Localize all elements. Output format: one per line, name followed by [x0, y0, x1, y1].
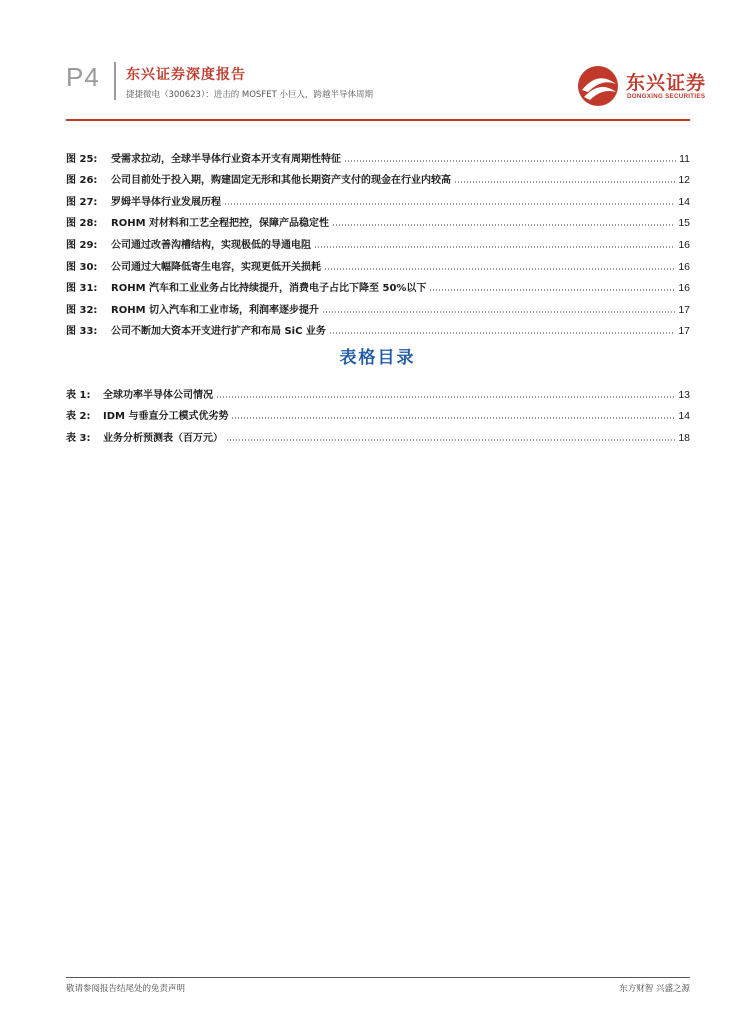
entry-title: ROHM 对材料和工艺全程把控，保障产品稳定性 — [111, 218, 330, 230]
dot-leader — [314, 246, 675, 248]
page-number: P4 — [66, 62, 100, 92]
entry-label: 表 1: — [66, 389, 91, 401]
page-header — [0, 0, 755, 120]
footer-slogan: 东方财智 兴盛之源 — [619, 984, 690, 994]
entry-label: 图 30: — [66, 261, 98, 273]
toc-entry[interactable] — [66, 294, 690, 316]
entry-label: 图 26: — [66, 175, 98, 187]
entry-title: 公司通过改善沟槽结构，实现极低的导通电阻 — [111, 239, 311, 251]
entry-label: 图 33: — [66, 326, 98, 338]
dot-leader — [332, 224, 675, 226]
toc-entry[interactable] — [66, 316, 690, 338]
report-subtitle: 捷捷微电（300623）：进击的 MOSFET 小巨人，跨越半导体周期 — [126, 90, 373, 100]
toc-entry[interactable] — [66, 379, 690, 401]
toc-entry[interactable] — [66, 165, 690, 187]
table-list — [66, 379, 690, 444]
entry-title: 公司通过大幅降低寄生电容，实现更低开关损耗 — [111, 261, 321, 273]
entry-label: 图 32: — [66, 304, 98, 316]
footer-rule — [66, 977, 690, 978]
dot-leader — [454, 181, 675, 183]
dot-leader — [324, 268, 675, 270]
dot-leader — [216, 396, 675, 398]
entry-title: 公司不断加大资本开支进行扩产和布局 SiC 业务 — [111, 326, 326, 338]
toc-entry[interactable] — [66, 401, 690, 423]
toc-entry[interactable] — [66, 143, 690, 165]
entry-page: 16 — [678, 282, 690, 295]
entry-title: 公司目前处于投入期，购建固定无形和其他长期资产支付的现金在行业内较高 — [111, 175, 451, 187]
entry-page: 13 — [678, 388, 690, 401]
dot-leader — [322, 311, 675, 313]
entry-page: 14 — [678, 195, 690, 208]
dot-leader — [329, 332, 675, 334]
entry-page: 17 — [678, 325, 690, 338]
dot-leader — [224, 203, 675, 205]
logo-text-en: DONGXING SECURITIES — [627, 93, 706, 100]
toc-entry[interactable] — [66, 273, 690, 295]
toc-entry[interactable] — [66, 229, 690, 251]
entry-page: 12 — [678, 174, 690, 187]
entry-title: 受需求拉动，全球半导体行业资本开支有周期性特征 — [111, 153, 341, 165]
entry-page: 14 — [678, 410, 690, 423]
entry-label: 表 2: — [66, 411, 91, 423]
entry-label: 图 25: — [66, 153, 98, 165]
entry-page: 11 — [679, 152, 690, 165]
entry-label: 表 3: — [66, 432, 91, 444]
figure-list — [66, 143, 690, 337]
entry-title: 罗姆半导体行业发展历程 — [111, 196, 221, 208]
header-divider — [114, 62, 116, 100]
entry-page: 17 — [678, 303, 690, 316]
entry-label: 图 31: — [66, 283, 98, 295]
footer-disclaimer: 敬请参阅报告结尾处的免责声明 — [66, 984, 186, 994]
entry-page: 15 — [678, 217, 690, 230]
brand-logo — [576, 64, 706, 108]
entry-page: 16 — [678, 238, 690, 251]
dot-leader — [429, 289, 675, 291]
dot-leader — [344, 160, 676, 162]
entry-title: IDM 与垂直分工模式优劣势 — [103, 411, 229, 423]
toc-entry[interactable] — [66, 208, 690, 230]
entry-title: 全球功率半导体公司情况 — [103, 389, 213, 401]
entry-label: 图 29: — [66, 239, 98, 251]
entry-label: 图 27: — [66, 196, 98, 208]
toc-entry[interactable] — [66, 422, 690, 444]
dot-leader — [231, 417, 675, 419]
entry-title: ROHM 切入汽车和工业市场，利润率逐步提升 — [111, 304, 320, 316]
dongxing-logo-icon — [576, 64, 622, 108]
entry-title: ROHM 汽车和工业业务占比持续提升，消费电子占比下降至 50%以下 — [111, 283, 427, 295]
report-title: 东兴证券深度报告 — [126, 67, 246, 83]
entry-page: 16 — [678, 260, 690, 273]
header-rule — [66, 119, 690, 121]
entry-page: 18 — [678, 431, 690, 444]
logo-text-cn: 东兴证券 — [626, 72, 707, 94]
entry-label: 图 28: — [66, 218, 98, 230]
entry-title: 业务分析预测表（百万元） — [103, 432, 223, 444]
toc-entry[interactable] — [66, 251, 690, 273]
table-section-title: 表格目录 — [339, 348, 416, 368]
dot-leader — [226, 439, 675, 441]
toc-entry[interactable] — [66, 186, 690, 208]
